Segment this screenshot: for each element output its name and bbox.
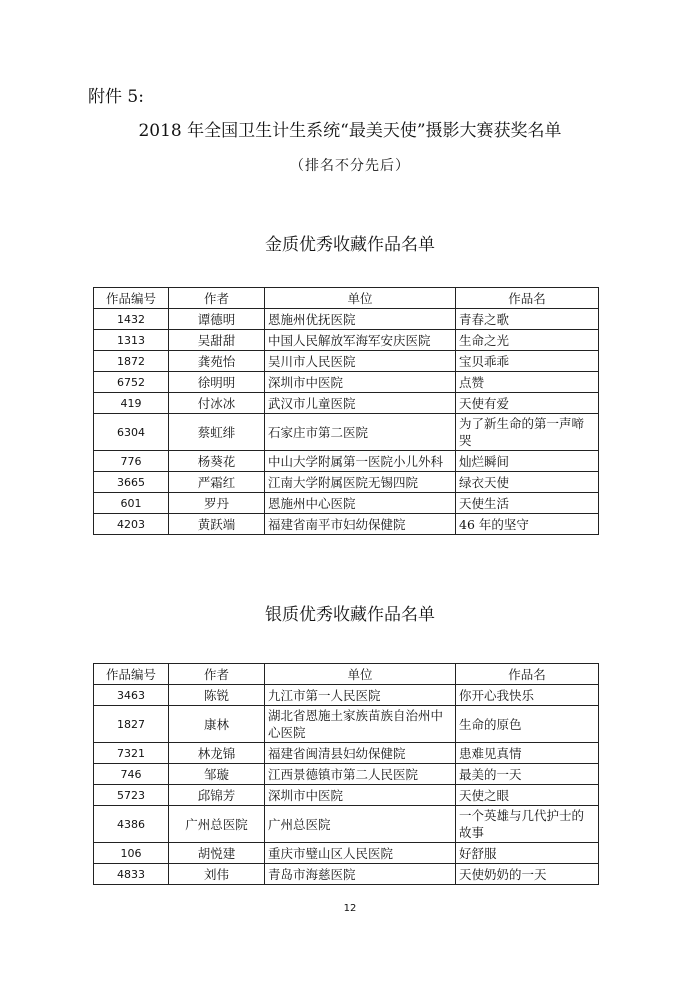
organization-cell: 江西景德镇市第二人民医院: [265, 764, 456, 785]
header-author: 作者: [169, 664, 265, 685]
silver-section-title: 银质优秀收藏作品名单: [265, 605, 435, 625]
work-id-cell: 419: [94, 393, 169, 414]
work-title-cell: 绿衣天使: [456, 472, 599, 493]
gold-awards-table: [93, 287, 599, 535]
work-title-cell: 46 年的坚守: [456, 514, 599, 535]
author-cell: 付冰冰: [169, 393, 265, 414]
author-cell: 徐明明: [169, 372, 265, 393]
author-cell: 邱锦芳: [169, 785, 265, 806]
work-id-cell: 776: [94, 451, 169, 472]
work-title-cell: 青春之歌: [456, 309, 599, 330]
table-row: [94, 330, 599, 351]
header-work-id: 作品编号: [94, 288, 169, 309]
document-title: 2018 年全国卫生计生系统“最美天使”摄影大赛获奖名单: [138, 121, 562, 141]
silver-awards-table: [93, 663, 599, 885]
work-title-cell: 天使生活: [456, 493, 599, 514]
table-row: [94, 514, 599, 535]
work-title-cell: 为了新生命的第一声啼哭: [456, 414, 599, 451]
header-organization: 单位: [265, 664, 456, 685]
table-row: [94, 451, 599, 472]
work-id-cell: 1313: [94, 330, 169, 351]
author-cell: 吴甜甜: [169, 330, 265, 351]
attachment-label: 附件 5:: [88, 87, 144, 107]
work-title-cell: 天使有爱: [456, 393, 599, 414]
header-work-id: 作品编号: [94, 664, 169, 685]
author-cell: 林龙锦: [169, 743, 265, 764]
table-header-row: [94, 664, 599, 685]
table-row: [94, 685, 599, 706]
author-cell: 刘伟: [169, 864, 265, 885]
work-id-cell: 5723: [94, 785, 169, 806]
organization-cell: 福建省闽清县妇幼保健院: [265, 743, 456, 764]
work-title-cell: 宝贝乖乖: [456, 351, 599, 372]
header-work-title: 作品名: [456, 664, 599, 685]
organization-cell: 福建省南平市妇幼保健院: [265, 514, 456, 535]
organization-cell: 中国人民解放军海军安庆医院: [265, 330, 456, 351]
author-cell: 罗丹: [169, 493, 265, 514]
table-row: [94, 864, 599, 885]
author-cell: 广州总医院: [169, 806, 265, 843]
organization-cell: 中山大学附属第一医院小儿外科: [265, 451, 456, 472]
table-row: [94, 843, 599, 864]
work-title-cell: 天使奶奶的一天: [456, 864, 599, 885]
header-author: 作者: [169, 288, 265, 309]
organization-cell: 深圳市中医院: [265, 785, 456, 806]
header-organization: 单位: [265, 288, 456, 309]
organization-cell: 深圳市中医院: [265, 372, 456, 393]
work-id-cell: 1432: [94, 309, 169, 330]
work-id-cell: 746: [94, 764, 169, 785]
work-id-cell: 1872: [94, 351, 169, 372]
author-cell: 胡悦建: [169, 843, 265, 864]
work-title-cell: 最美的一天: [456, 764, 599, 785]
work-id-cell: 7321: [94, 743, 169, 764]
organization-cell: 广州总医院: [265, 806, 456, 843]
work-title-cell: 生命的原色: [456, 706, 599, 743]
author-cell: 邹璇: [169, 764, 265, 785]
author-cell: 黄跃端: [169, 514, 265, 535]
author-cell: 蔡虹绯: [169, 414, 265, 451]
table-row: [94, 493, 599, 514]
work-id-cell: 1827: [94, 706, 169, 743]
work-title-cell: 一个英雄与几代护士的故事: [456, 806, 599, 843]
work-id-cell: 4386: [94, 806, 169, 843]
organization-cell: 吴川市人民医院: [265, 351, 456, 372]
organization-cell: 九江市第一人民医院: [265, 685, 456, 706]
work-id-cell: 4203: [94, 514, 169, 535]
organization-cell: 恩施州中心医院: [265, 493, 456, 514]
author-cell: 陈锐: [169, 685, 265, 706]
work-id-cell: 3463: [94, 685, 169, 706]
work-id-cell: 4833: [94, 864, 169, 885]
organization-cell: 恩施州优抚医院: [265, 309, 456, 330]
work-title-cell: 灿烂瞬间: [456, 451, 599, 472]
table-row: [94, 806, 599, 843]
organization-cell: 青岛市海慈医院: [265, 864, 456, 885]
work-title-cell: 天使之眼: [456, 785, 599, 806]
table-row: [94, 706, 599, 743]
table-row: [94, 372, 599, 393]
organization-cell: 武汉市儿童医院: [265, 393, 456, 414]
table-row: [94, 309, 599, 330]
work-title-cell: 好舒服: [456, 843, 599, 864]
work-id-cell: 601: [94, 493, 169, 514]
work-title-cell: 你开心我快乐: [456, 685, 599, 706]
author-cell: 龚苑怡: [169, 351, 265, 372]
work-id-cell: 6304: [94, 414, 169, 451]
author-cell: 康林: [169, 706, 265, 743]
work-id-cell: 106: [94, 843, 169, 864]
table-row: [94, 743, 599, 764]
work-title-cell: 生命之光: [456, 330, 599, 351]
organization-cell: 江南大学附属医院无锡四院: [265, 472, 456, 493]
page-number: 12: [343, 903, 357, 914]
table-row: [94, 393, 599, 414]
work-title-cell: 患难见真情: [456, 743, 599, 764]
document-subtitle: （排名不分先后）: [290, 158, 410, 174]
table-row: [94, 764, 599, 785]
work-title-cell: 点赞: [456, 372, 599, 393]
organization-cell: 石家庄市第二医院: [265, 414, 456, 451]
table-row: [94, 785, 599, 806]
organization-cell: 重庆市璧山区人民医院: [265, 843, 456, 864]
table-row: [94, 351, 599, 372]
table-row: [94, 414, 599, 451]
author-cell: 杨葵花: [169, 451, 265, 472]
work-id-cell: 3665: [94, 472, 169, 493]
gold-section-title: 金质优秀收藏作品名单: [265, 235, 435, 255]
work-id-cell: 6752: [94, 372, 169, 393]
organization-cell: 湖北省恩施土家族苗族自治州中心医院: [265, 706, 456, 743]
author-cell: 谭德明: [169, 309, 265, 330]
table-row: [94, 472, 599, 493]
header-work-title: 作品名: [456, 288, 599, 309]
table-header-row: [94, 288, 599, 309]
author-cell: 严霜红: [169, 472, 265, 493]
